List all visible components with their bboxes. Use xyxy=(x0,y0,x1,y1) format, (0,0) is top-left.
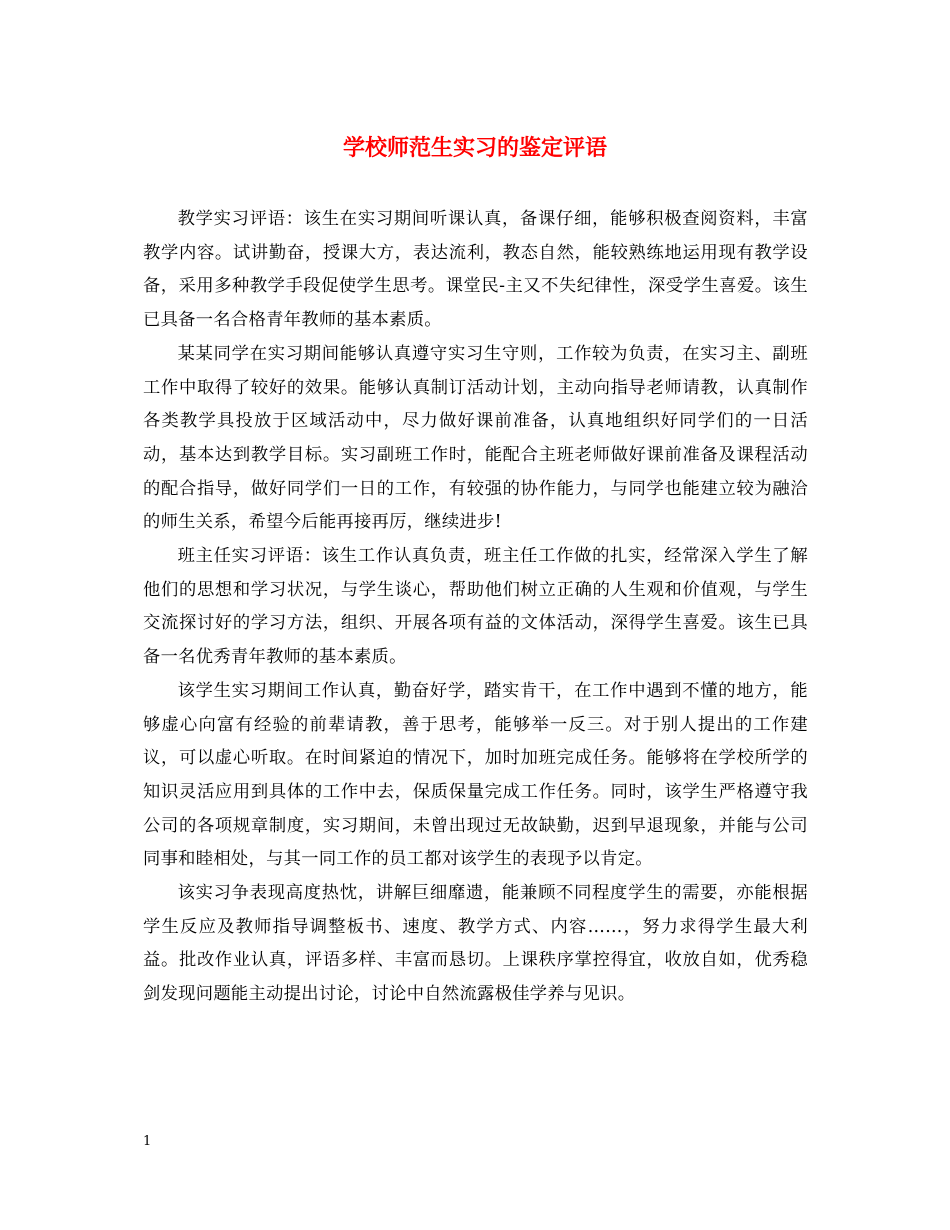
document-body xyxy=(143,203,808,1012)
paragraph-class-teacher-evaluation: 班主任实习评语：该生工作认真负责，班主任工作做的扎实，经常深入学生了解他们的思想和学习状况，与学生谈心，帮助他们树立正确的人生观和价值观，与学生交流探讨好的学习方法，组织、开展各项有益的文体活动，深得学生喜爱。该生已具备一名优秀青年教师的基本素质。 xyxy=(143,546,808,668)
paragraph-teaching-enthusiasm: 该实习争表现高度热忱，讲解巨细靡遗，能兼顾不同程度学生的需要，亦能根据学生反应及教师指导调整板书、速度、教学方式、内容……，努力求得学生最大利益。批改作业认真，评语多样、丰富而恳切。上课秩序掌控得宜，收放自如，优秀稳剑发现问题能主动提出讨论，讨论中自然流露极佳学养与见识。 xyxy=(143,883,808,1005)
paragraph-internship-performance: 某某同学在实习期间能够认真遵守实习生守则，工作较为负责，在实习主、副班工作中取得了较好的效果。能够认真制订活动计划，主动向指导老师请教，认真制作各类教学具投放于区域活动中，尽力做好课前准备，认真地组织好同学们的一日活动，基本达到教学目标。实习副班工作时，能配合主班老师做好课前准备及课程活动的配合指导，做好同学们一日的工作，有较强的协作能力，与同学也能建立较为融洽的师生关系，希望今后能再接再厉，继续进步! xyxy=(143,343,808,533)
paragraph-work-attitude: 该学生实习期间工作认真，勤奋好学，踏实肯干，在工作中遇到不懂的地方，能够虚心向富有经验的前辈请教，善于思考，能够举一反三。对于别人提出的工作建议，可以虚心听取。在时间紧迫的情况下，加时加班完成任务。能够将在学校所学的知识灵活应用到具体的工作中去，保质保量完成工作任务。同时，该学生严格遵守我公司的各项规章制度，实习期间，未曾出现过无故缺勤，迟到早退现象，并能与公司同事和睦相处，与其一同工作的员工都对该学生的表现予以肯定。 xyxy=(143,680,808,870)
document-title: 学校师范生实习的鉴定评语 xyxy=(342,135,607,161)
page-number: 1 xyxy=(143,1134,152,1149)
paragraph-teaching-evaluation: 教学实习评语：该生在实习期间听课认真，备课仔细，能够积极查阅资料，丰富教学内容。试讲勤奋，授课大方，表达流利，教态自然，能较熟练地运用现有教学设备，采用多种教学手段促使学生思考。课堂民-主又不失纪律性，深受学生喜爱。该生已具备一名合格青年教师的基本素质。 xyxy=(143,209,808,331)
